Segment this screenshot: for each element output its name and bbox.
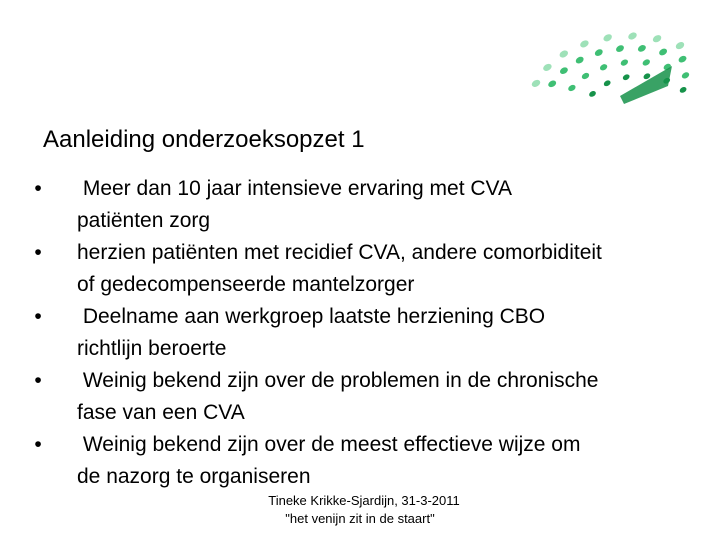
bullet-item — [28, 365, 698, 429]
logo-dot — [637, 44, 647, 53]
logo-dot — [594, 48, 604, 57]
logo-dot — [658, 47, 668, 56]
bullet-text-line: Deelname aan werkgroep laatste herziening CBO — [77, 305, 546, 328]
bullet-icon: • — [34, 433, 42, 456]
bullet-item — [28, 173, 698, 237]
bullet-text-line: Meer dan 10 jaar intensieve ervaring met CVA — [77, 177, 512, 200]
logo-dot — [675, 41, 686, 51]
bullet-text-line: Weinig bekend zijn over de meest effectieve wijze om — [77, 433, 581, 456]
logo-dot — [627, 31, 638, 41]
logo-dot — [567, 84, 577, 93]
logo-dot — [547, 79, 557, 88]
footer-author-date: Tineke Krikke-Sjardijn, 31-3-2011 — [268, 493, 460, 508]
bullet-text-line: Weinig bekend zijn over de problemen in de chronische — [77, 369, 599, 392]
logo-dot — [588, 90, 597, 98]
bullet-icon: • — [34, 369, 42, 392]
logo-dot — [581, 72, 591, 81]
logo-dot — [579, 39, 590, 49]
slide-footer — [0, 492, 720, 528]
bullet-item — [28, 237, 698, 301]
bullet-list — [28, 173, 698, 493]
logo-dot — [652, 34, 663, 44]
logo-dot — [620, 58, 630, 67]
dotted-swoosh-logo-icon — [520, 18, 690, 118]
logo-dot — [622, 73, 631, 81]
logo-dot — [603, 79, 612, 87]
logo-dot — [558, 49, 569, 59]
bullet-icon: • — [34, 305, 42, 328]
logo-dot — [602, 33, 613, 43]
bullet-text-line: fase van een CVA — [77, 401, 245, 424]
logo-dot — [599, 63, 609, 72]
bullet-text-line: patiënten zorg — [77, 209, 211, 232]
bullet-icon: • — [34, 177, 42, 200]
logo-dot — [677, 55, 687, 64]
logo-dot — [531, 78, 542, 88]
bullet-item — [28, 301, 698, 365]
bullet-text-line: de nazorg te organiseren — [77, 465, 311, 488]
logo-tail — [620, 66, 672, 104]
logo-dot — [681, 71, 690, 80]
logo-dot — [559, 66, 569, 75]
bullet-item — [28, 429, 698, 493]
logo-dot — [679, 86, 688, 94]
logo-dot — [615, 44, 625, 53]
logo-dot — [542, 62, 553, 72]
bullet-text-line: of gedecompenseerde mantelzorger — [77, 273, 415, 296]
logo-dot — [575, 55, 585, 64]
bullet-text-line: herzien patiënten met recidief CVA, andere comorbiditeit — [77, 241, 602, 264]
bullet-text-line: richtlijn beroerte — [77, 337, 227, 360]
logo-dot — [642, 58, 652, 67]
footer-quote: "het venijn zit in de staart" — [285, 511, 435, 526]
slide-title: Aanleiding onderzoeksopzet 1 — [43, 126, 365, 153]
bullet-icon: • — [34, 241, 42, 264]
